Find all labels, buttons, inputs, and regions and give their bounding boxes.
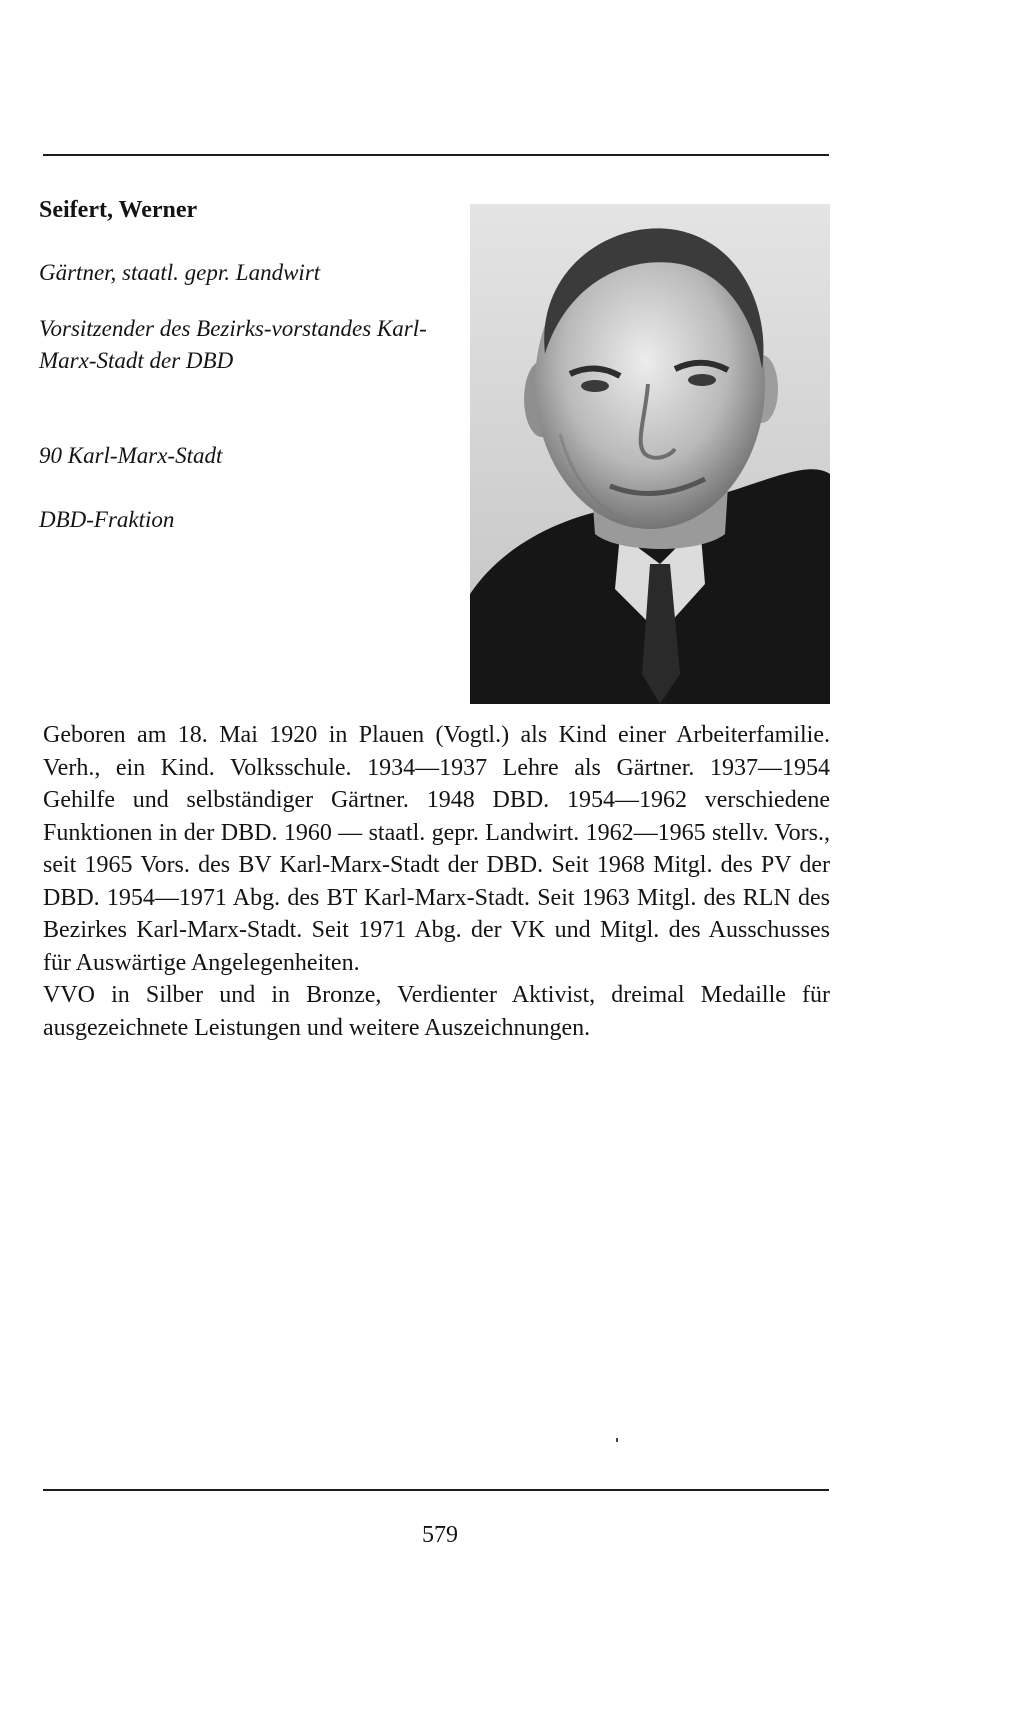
biography-paragraph: VVO in Silber und in Bronze, Verdienter Aktivist, dreimal Medaille für ausgezeichnete Leistungen und weitere Auszeichnungen. <box>43 982 830 1041</box>
page-speck <box>616 1438 618 1442</box>
position-title: Vorsitzender des Bezirks-vorstandes Karl-Marx-Stadt der DBD <box>39 316 427 373</box>
page-number: 579 <box>422 1522 458 1548</box>
person-name: Seifert, Werner <box>39 197 198 223</box>
profession: Gärtner, staatl. gepr. Landwirt <box>39 260 321 285</box>
portrait-illustration <box>470 204 830 704</box>
faction: DBD-Fraktion <box>39 507 175 532</box>
biography <box>43 719 830 1044</box>
top-divider <box>43 154 829 156</box>
portrait-photo <box>470 204 830 704</box>
bottom-divider <box>43 1489 829 1491</box>
city: 90 Karl-Marx-Stadt <box>39 443 223 468</box>
biography-paragraph: Geboren am 18. Mai 1920 in Plauen (Vogtl.) als Kind einer Arbeiterfamilie. Verh., ein Kind. Volksschule. 1934—1937 Lehre als Gärtner. 1937—1954 Gehilfe und selbständiger Gärtner. 1948 DBD. 1954—1962 verschiedene Funktionen in der DBD. 1960 — staatl. gepr. Landwirt. 1962—1965 stellv. Vors., seit 1965 Vors. des BV Karl-Marx-Stadt der DBD. Seit 1968 Mitgl. des PV der DBD. 1954—1971 Abg. des BT Karl-Marx-Stadt. Seit 1963 Mitgl. des RLN des Bezirkes Karl-Marx-Stadt. Seit 1971 Abg. der VK und Mitgl. des Ausschusses für Auswärtige Angelegenheiten. <box>43 722 830 976</box>
